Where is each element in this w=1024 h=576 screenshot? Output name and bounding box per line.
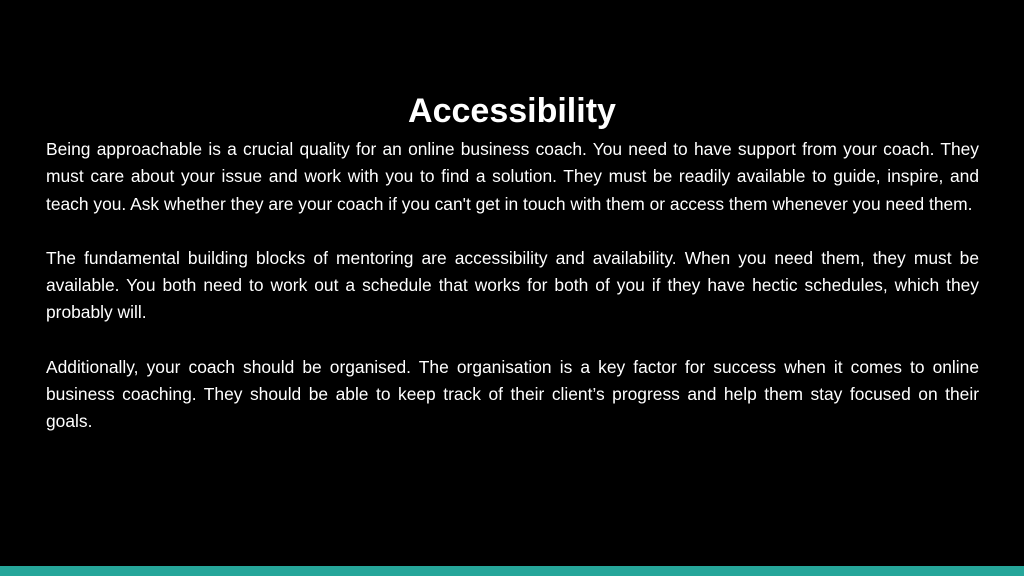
slide-body bbox=[46, 136, 979, 463]
slide-title: Accessibility bbox=[408, 92, 616, 130]
paragraph-3: Additionally, your coach should be organised. The organisation is a key factor for success when it comes to online business coaching. They should be able to keep track of their client’s progress and help them stay focused on their goals. bbox=[46, 356, 979, 432]
paragraph-1: Being approachable is a crucial quality for an online business coach. You need to have support from your coach. They must care about your issue and work with you to find a solution. They must be readily available to guide, inspire, and teach you. Ask whether they are your coach if you can't get in touch with them or access them whenever you need them. bbox=[46, 139, 979, 214]
paragraph-2: The fundamental building blocks of mentoring are accessibility and availability. When you need them, they must be available. You both need to work out a schedule that works for both of you if they have hectic schedules, which they probably will. bbox=[46, 247, 979, 323]
accent-bar bbox=[0, 566, 1024, 576]
